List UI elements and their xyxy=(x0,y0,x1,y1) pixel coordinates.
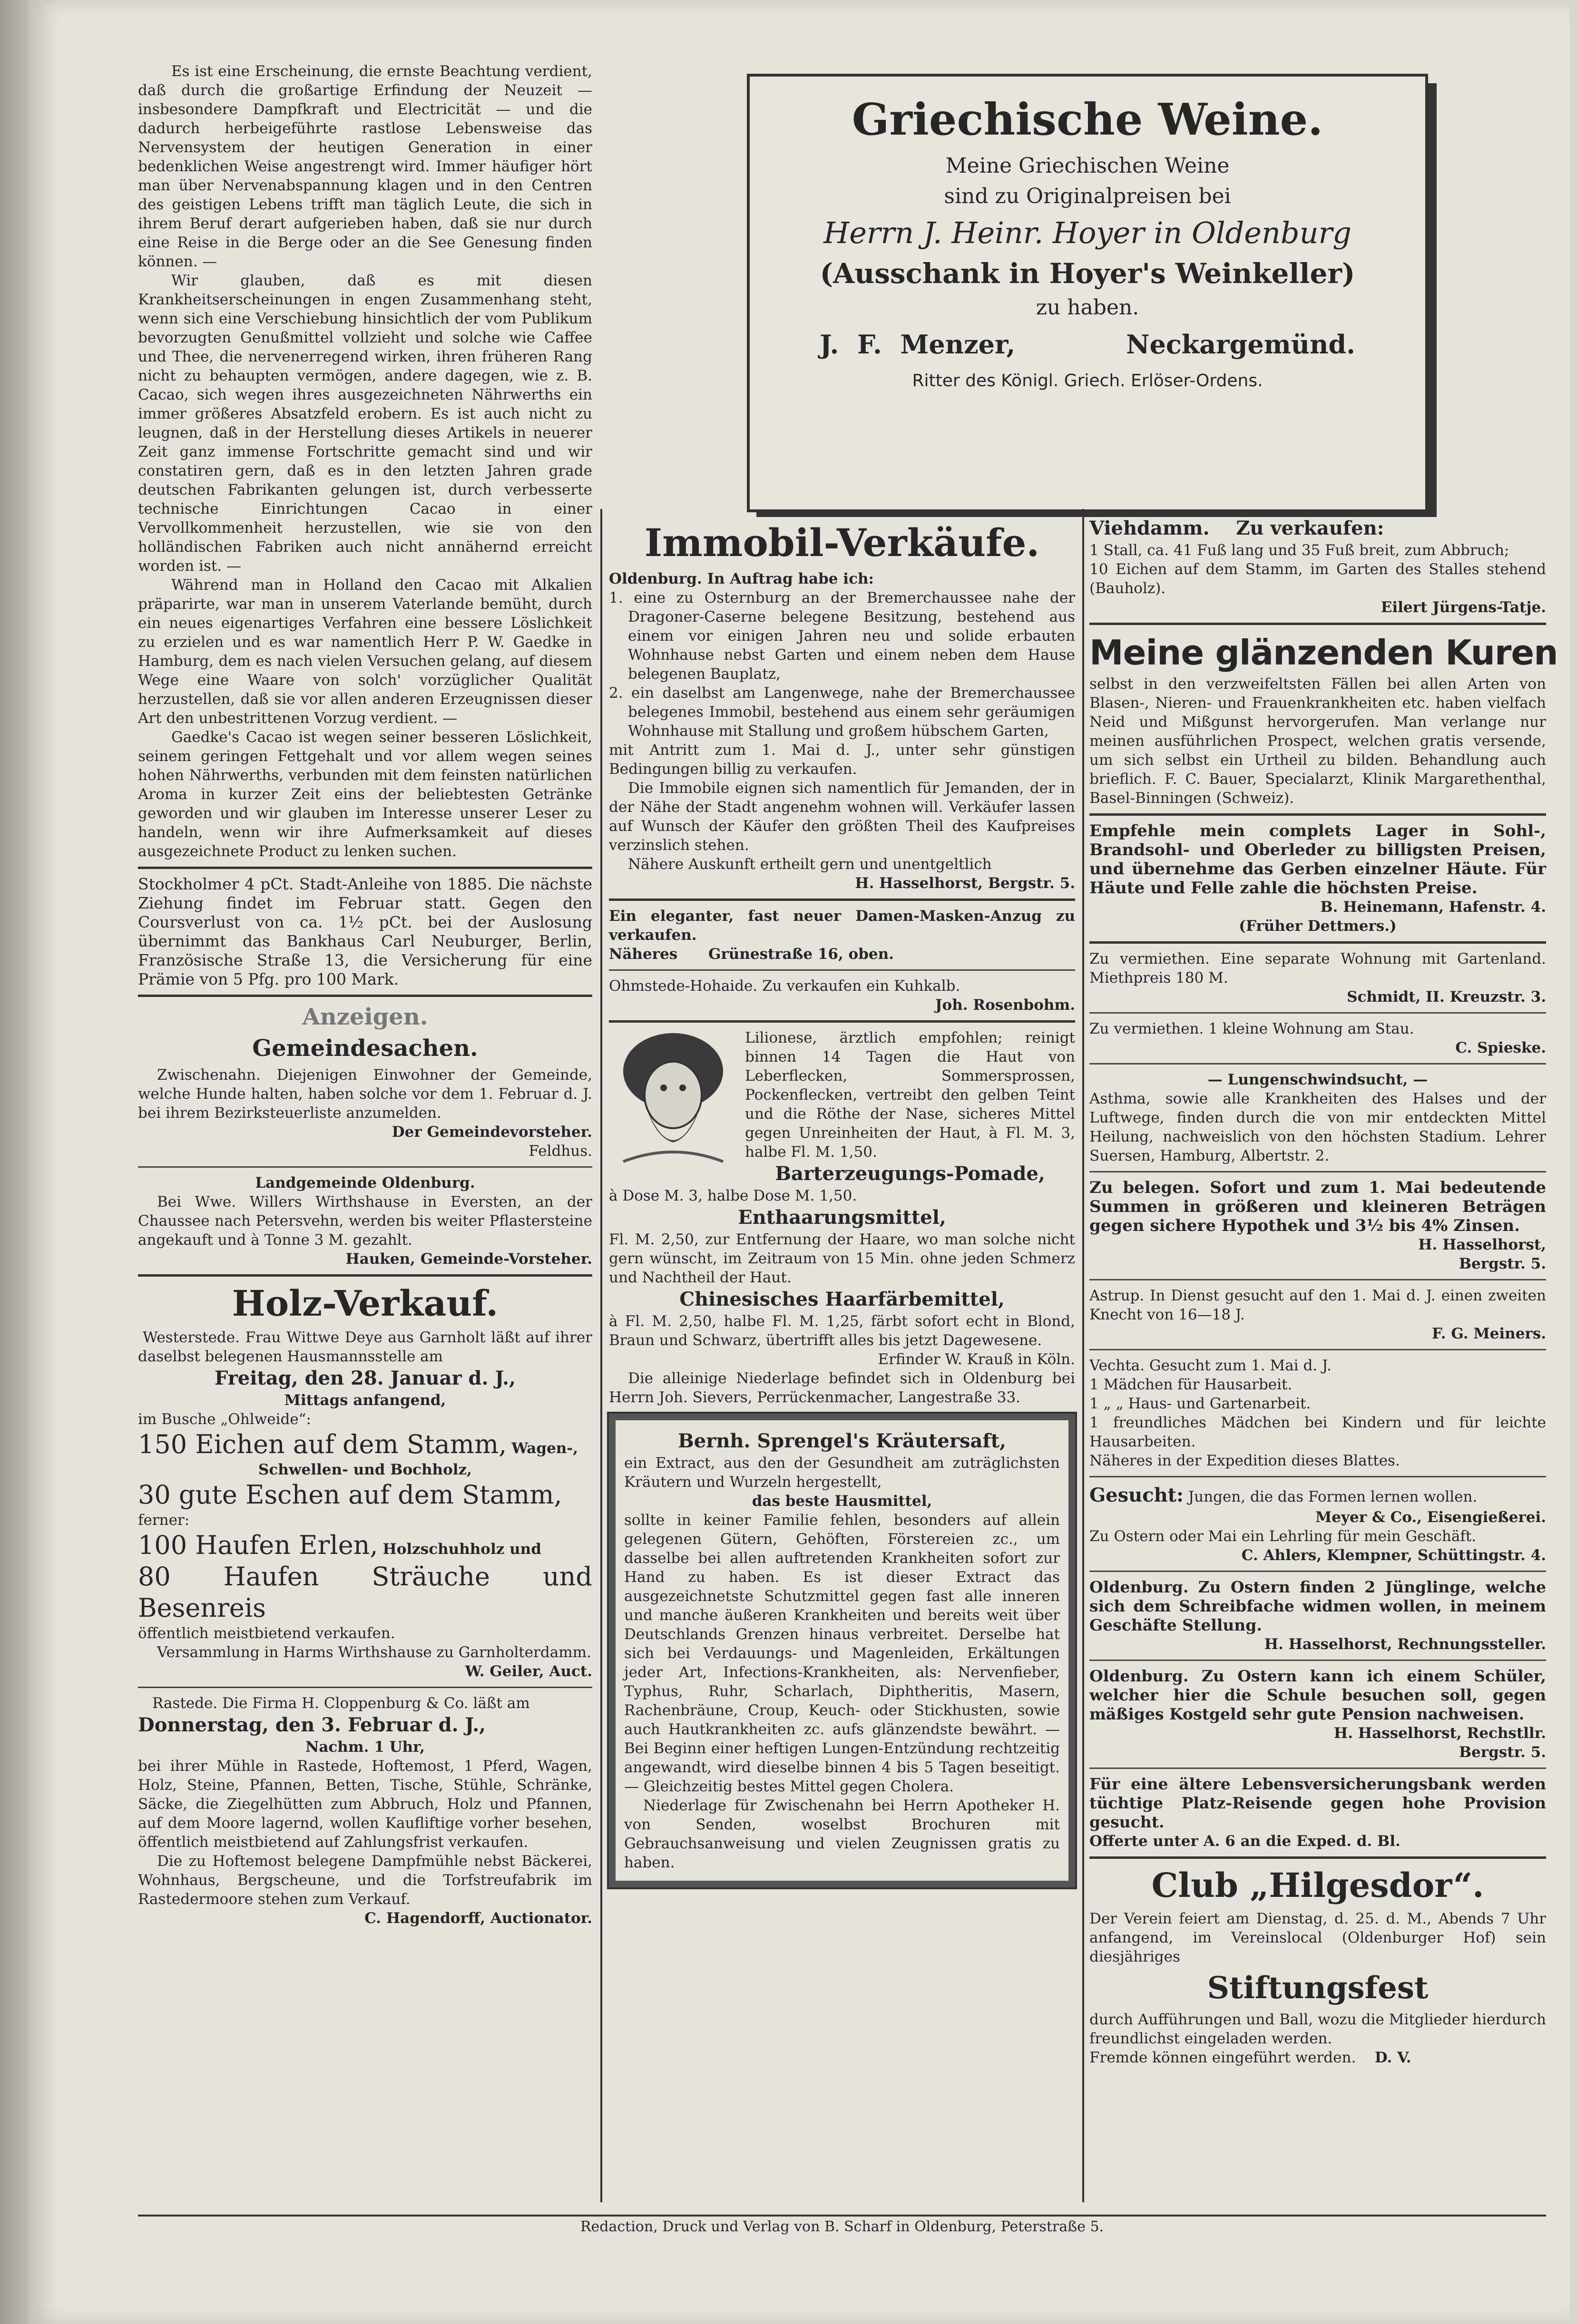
immobil-intro: Oldenburg. In Auftrag habe ich: xyxy=(609,570,874,587)
ohmstede-ad: Ohmstede-Hohaide. Zu verkaufen ein Kuhkalb. xyxy=(609,977,960,995)
gesucht-signature: Meyer & Co., Eisengießerei. xyxy=(1315,1509,1546,1526)
divider xyxy=(1089,1171,1546,1172)
astrup-signature: F. G. Meiners. xyxy=(1431,1325,1546,1342)
holz-item: ferner: xyxy=(138,1512,190,1529)
divider xyxy=(1089,1349,1546,1350)
divider xyxy=(1089,813,1546,816)
column-2 xyxy=(609,516,1075,1894)
versicherung-offer: Offerte unter A. 6 an die Exped. d. Bl. xyxy=(1089,1833,1401,1850)
leder-signature-note: (Früher Dettmers.) xyxy=(1239,918,1397,935)
oldenburg-ad: Oldenburg. Zu Ostern kann ich einem Schüler, welcher hier die Schule besuchen soll, gegen mäßiges Kostgeld sehr gute Pension nachweisen. xyxy=(1089,1667,1546,1723)
holz-item: Versammlung in Harms Wirthshause zu Garnholterdamm. xyxy=(157,1644,591,1661)
gemeinde-heading: Gemeindesachen. xyxy=(252,1035,478,1062)
column-3 xyxy=(1089,516,1558,2067)
rastede-date: Donnerstag, den 3. Februar d. J., xyxy=(138,1714,486,1736)
sprengel-highlight: das beste Hausmittel, xyxy=(752,1493,932,1510)
holz-item: 100 Haufen Erlen, Holzschuhholz und xyxy=(138,1530,541,1560)
gemeinde-signature: Der Gemeindevorsteher. xyxy=(392,1123,592,1141)
holz-item: 150 Eichen auf dem Stamm, Wagen-, xyxy=(138,1429,578,1459)
club-text: durch Aufführungen und Ball, wozu die Mitglieder hierdurch freundlichst eingeladen werden. xyxy=(1089,2011,1546,2047)
rastede-time: Nachm. 1 Uhr, xyxy=(305,1738,425,1756)
landgemeinde-heading: Landgemeinde Oldenburg. xyxy=(255,1174,475,1191)
divider xyxy=(138,1687,592,1688)
gemeinde-text: Zwischenahn. Diejenigen Einwohner der Gemeinde, welche Hunde halten, haben solche vor dem 1. Februar d. J. bei ihrem Bezirksteuerliste anzumelden. xyxy=(138,1066,592,1122)
divider xyxy=(1089,1571,1546,1572)
wine-line: sind zu Originalpreisen bei xyxy=(944,184,1231,208)
divider xyxy=(1089,1767,1546,1769)
geld-signature: Bergstr. 5. xyxy=(1459,1255,1546,1272)
divider xyxy=(1089,1856,1546,1859)
article-paragraph: Wir glauben, daß es mit diesen Krankheitserscheinungen in engen Zusammenhang steht, wenn sich eine Verschiebung hinsichtlich der vom Publikum bevorzugten Genußmittel vollzieht und solche wie Caffee und Thee, die nervenerregend wirken, ihren früheren Rang nicht zu behaupten vermögen, andere dagegen, wie z. B. Cacao, sich wegen ihres ausgezeichneten Nährwerths ein immer größeres Absatzfeld erobern. Es ist auch nicht zu leugnen, daß in der Herstellung dieses Artikels in neuerer Zeit ganz immense Fortschritte gemacht sind und wir constatiren gern, daß es in den letzten Jahren grade deutschen Fabrikanten gelungen ist, durch verbesserte technische Einrichtungen Cacao in einer Vervollkommenheit herzustellen, wie sie von den holländischen Fabriken auch nicht annähernd erreicht worden ist. — xyxy=(138,272,592,575)
divider xyxy=(138,1274,592,1277)
divider xyxy=(138,1166,592,1168)
kuren-text: selbst in den verzweifeltsten Fällen bei allen Arten von Blasen-, Nieren- und Frauenkrankheiten etc. haben vielfach Neid und Mißgunst hervorgerufen. Man verlange nur meinen ausführlichen Prospect, welchen gratis versende, um sich selbst ein Urtheil zu bilden. Behandlung auch brieflich. F. C. Bauer, Specialarzt, Klinik Margarethenthal, Basel-Binningen (Schweiz). xyxy=(1089,675,1546,807)
sprengel-text: ein Extract, aus den der Gesundheit am zuträglichsten Kräutern und Wurzeln hergestellt, xyxy=(624,1455,1060,1491)
divider xyxy=(1089,1660,1546,1661)
vechta-ad: Vechta. Gesucht zum 1. Mai d. J. xyxy=(1089,1357,1332,1374)
sprengel-advertisement xyxy=(609,1414,1075,1887)
wine-line: Ritter des Königl. Griech. Erlöser-Ordens. xyxy=(912,371,1263,391)
vermiethen-ad: Zu vermiethen. 1 kleine Wohnung am Stau. xyxy=(1089,1020,1414,1037)
astrup-ad: Astrup. In Dienst gesucht auf den 1. Mai d. J. einen zweiten Knecht von 16—18 J. xyxy=(1089,1287,1546,1323)
vermiethen-signature: Schmidt, II. Kreuzstr. 3. xyxy=(1347,988,1546,1006)
bearded-man-portrait xyxy=(609,1028,737,1171)
divider xyxy=(1089,1279,1546,1280)
landgemeinde-text: Bei Wwe. Willers Wirthshause in Eversten, an der Chaussee nach Petersvehn, werden bis weiter Pflastersteine angekauft und à Tonne 3 M. gezahlt. xyxy=(138,1193,592,1249)
divider xyxy=(1089,623,1546,625)
haarfaerbe-text: à Fl. M. 2,50, halbe Fl. M. 1,25, färbt sofort echt in Blond, Braun und Schwarz, übertrifft alles bis jetzt Dagewesene. xyxy=(609,1313,1075,1349)
landgemeinde-signature: Hauken, Gemeinde-Vorsteher. xyxy=(345,1250,592,1268)
holz-time: Mittags anfangend, xyxy=(284,1392,446,1409)
oldenburg-signature: H. Hasselhorst, Rechstllr. xyxy=(1333,1725,1546,1742)
oldenburg-signature: Bergstr. 5. xyxy=(1459,1744,1546,1761)
column-rule xyxy=(600,509,602,2202)
sprengel-title: Bernh. Sprengel's Kräutersaft, xyxy=(678,1430,1006,1452)
wine-line: Herrn J. Heinr. Hoyer in Oldenburg xyxy=(823,215,1352,250)
rastede-text: Rastede. Die Firma H. Cloppenburg & Co. läßt am xyxy=(152,1695,530,1712)
club-text: Der Verein feiert am Dienstag, d. 25. d. M., Abends 7 Uhr anfangend, im Vereinslocal (Oldenburger Hof) sein diesjähriges xyxy=(1089,1910,1546,1965)
divider xyxy=(1089,941,1546,944)
club-fest: Stiftungsfest xyxy=(1207,1970,1429,2006)
lehrling-signature: C. Ahlers, Klempner, Schüttingstr. 4. xyxy=(1241,1547,1546,1564)
vechta-item: 1 freundliches Mädchen bei Kindern und für leichte Hausarbeiten. xyxy=(1089,1414,1546,1450)
divider xyxy=(138,867,592,869)
rastede-signature: C. Hagendorff, Auctionator. xyxy=(364,1910,592,1927)
lehrling-ad: Zu Ostern oder Mai ein Lehrling für mein Geschäft. xyxy=(1089,1528,1477,1545)
immobil-text: Nähere Auskunft ertheilt gern und unentgeltlich xyxy=(628,856,992,873)
erfinder: Erfinder W. Krauß in Köln. xyxy=(878,1351,1075,1368)
enthaarung-text: Fl. M. 2,50, zur Entfernung der Haare, wo man solche nicht gern wünscht, im Zeitraum von 15 Min. ohne jeden Schmerz und Nachtheil der Haut. xyxy=(609,1231,1075,1286)
stockholm-notice: Stockholmer 4 pCt. Stadt-Anleihe von 1885. Die nächste Ziehung findet im Februar statt. Gegen den Coursverlust von ca. 1½ pCt. bei der Auslosung übernimmt das Bankhaus Carl Neuburger, Berlin, Französische Straße 13, die Versicherung für eine Prämie von 5 Pfg. pro 100 Mark. xyxy=(138,875,592,988)
holz-item: 30 gute Eschen auf dem Stamm, xyxy=(138,1480,562,1510)
article-paragraph: Es ist eine Erscheinung, die ernste Beachtung verdient, daß durch die großartige Erfindung der Neuzeit — insbesondere Dampfkraft und Electricität — und die dadurch herbeigeführte rastlose Lebensweise das Nervensystem der heutigen Generation in einer bedenklichen Weise angestrengt wird. Immer häufiger hört man über Nervenabspannung klagen und in den Centren des geistigen Lebens trifft man täglich Leute, die sich in ihrem Beruf derart aufgerieben haben, daß sie nur durch eine Reise in die Berge oder an die See Genesung finden können. — xyxy=(138,63,592,270)
versicherung-ad: Für eine ältere Lebensversicherungsbank werden tüchtige Platz-Reisende gegen hohe Provision gesucht. xyxy=(1089,1775,1546,1831)
haarfaerbe-heading: Chinesisches Haarfärbemittel, xyxy=(679,1288,1005,1310)
pomade-price: à Dose M. 3, halbe Dose M. 1,50. xyxy=(609,1187,857,1204)
rastede-text: bei ihrer Mühle in Rastede, Hoftemost, 1 Pferd, Wagen, Holz, Steine, Pfannen, Betten, Tische, Stühle, Schränke, Säcke, die Ziegelhütten zum Abbruch, Holz und Pfannen, auf dem Moore lagernd, wollen Kaufliftige vorher besehen, öffentlich meistbietend auf Zahlungsfrist verkaufen. xyxy=(138,1758,592,1851)
immobil-text: mit Antritt zum 1. Mai d. J., unter sehr günstigen Bedingungen billig zu verkaufen. xyxy=(609,742,1075,778)
geld-ad: Zu belegen. Sofort und zum 1. Mai bedeutende Summen in größeren und kleineren Beträgen gegen sichere Hypothek und 3½ bis 4% Zinsen. xyxy=(1089,1178,1546,1235)
holz-item: Schwellen- und Bochholz, xyxy=(258,1461,472,1478)
wine-line: (Ausschank in Hoyer's Weinkeller) xyxy=(820,257,1355,290)
immobil-heading: Immobil-Verkäufe. xyxy=(644,520,1040,565)
wine-advertisement xyxy=(747,74,1428,512)
immobil-signature: H. Hasselhorst, Bergstr. 5. xyxy=(855,875,1075,892)
viehdamm-item: 1 Stall, ca. 41 Fuß lang und 35 Fuß breit, zum Abbruch; xyxy=(1089,542,1509,559)
holz-date: Freitag, den 28. Januar d. J., xyxy=(215,1367,516,1389)
divider xyxy=(1089,1476,1546,1477)
wine-signature: J. F. Menzer, Neckargemünd. xyxy=(820,329,1355,360)
divider xyxy=(609,1020,1075,1023)
gesucht-ad: Gesucht: Jungen, die das Formen lernen wollen. xyxy=(1089,1484,1478,1506)
enthaarung-heading: Enthaarungsmittel, xyxy=(738,1206,946,1229)
immobil-item: 1. eine zu Osternburg an der Bremerchaussee nahe der Dragoner-Caserne belegene Besitzung, bestehend aus einem vor einigen Jahren neu und solide erbauten Wohnhause nebst Garten und einem neben dem Hause belegenen Bauplatz, xyxy=(609,589,1075,683)
column-rule xyxy=(1082,509,1084,2202)
lunge-heading: — Lungenschwindsucht, — xyxy=(1207,1071,1428,1088)
divider xyxy=(1089,1012,1546,1014)
masken-ad: Ein eleganter, fast neuer Damen-Masken-Anzug zu verkaufen. xyxy=(609,908,1075,944)
lilionese-ad: Lilionese, ärztlich empfohlen; reinigt binnen 14 Tagen die Haut von Leberflecken, Sommersprossen, Pockenflecken, vertreibt den gelben Teint und die Röthe der Nase, sicheres Mittel gegen Unreinheiten der Haut, à Fl. M. 3, halbe Fl. M. 1,50. xyxy=(745,1029,1075,1161)
club-heading: Club „Hilgesdor“. xyxy=(1151,1865,1484,1905)
vermiethen-signature: C. Spieske. xyxy=(1455,1039,1546,1056)
pomade-heading: Barterzeugungs-Pomade, xyxy=(775,1162,1045,1185)
rastede-text: Die zu Hoftemost belegene Dampfmühle nebst Bäckerei, Wohnhaus, Bergscheune, und die Torfstreufabrik im Rastedermoore stehen zum Verkauf. xyxy=(138,1853,592,1908)
divider xyxy=(609,898,1075,901)
sprengel-text: sollte in keiner Familie fehlen, besonders auf allein gelegenen Gütern, Gehöften, Förstereien zc., um dasselbe bei allen auftretenden Krankheiten sofort zur Hand zu haben. Es ist dieser Extract das ausgezeichnetste Schutzmittel gegen fast alle inneren und manche äußeren Krankheiten und bereits weit über Deutschlands Grenzen hinaus verbreitet. Derselbe hat sich bei Verdauungs- und Magenleiden, Erkältungen jeder Art, Infections-Krankheiten, als: Nervenfieber, Typhus, Ruhr, Scharlach, Diphtheritis, Masern, Rachenbräune, Croup, Keuch- oder Stickhusten, sowie auch Hautkrankheiten zc. aufs glänzendste bewährt. — Bei Beginn einer heftigen Lungen-Entzündung rechtzeitig angewandt, wird dieselbe binnen 4 bis 5 Tagen beseitigt. — Gleichzeitig bestes Mittel gegen Cholera. xyxy=(624,1512,1060,1795)
lunge-text: Asthma, sowie alle Krankheiten des Halses und der Luftwege, finden durch die von mir entdeckten Mittel Heilung, nachweislich von den höchsten Stadium. Lehrer Suersen, Hamburg, Albertstr. 2. xyxy=(1089,1090,1546,1164)
divider xyxy=(1089,1063,1546,1064)
oldenburg-signature: H. Hasselhorst, Rechnungssteller. xyxy=(1264,1636,1546,1653)
leder-signature: B. Heinemann, Hafenstr. 4. xyxy=(1320,898,1546,916)
vechta-item: Näheres in der Expedition dieses Blattes. xyxy=(1089,1452,1400,1469)
club-text: Fremde können eingeführt werden. D. V. xyxy=(1089,2049,1411,2066)
wine-title: Griechische Weine. xyxy=(852,94,1323,145)
imprint-footer: Redaction, Druck und Verlag von B. Scharf in Oldenburg, Peterstraße 5. xyxy=(138,2215,1546,2235)
column-1 xyxy=(138,62,592,1928)
masken-addr: Näheres Grünestraße 16, oben. xyxy=(609,946,894,963)
holz-place: im Busche „Ohlweide“: xyxy=(138,1411,311,1428)
ohmstede-signature: Joh. Rosenbohm. xyxy=(935,996,1075,1014)
holz-signature: W. Geiler, Auct. xyxy=(465,1663,592,1680)
immobil-item: 2. ein daselbst am Langenwege, nahe der Bremerchaussee belegenes Immobil, bestehend aus einem sehr geräumigen Wohnhause mit Stallung und großem hübschem Garten, xyxy=(609,684,1075,740)
divider xyxy=(609,969,1075,971)
viehdamm-item: 10 Eichen auf dem Stamm, im Garten des Stalles stehend (Bauholz). xyxy=(1089,561,1546,597)
wine-line: Meine Griechischen Weine xyxy=(945,154,1230,178)
anzeigen-heading: Anzeigen. xyxy=(302,1004,428,1030)
immobil-text: Die Immobile eignen sich namentlich für Jemanden, der in der Nähe der Stadt angenehm wohnen will. Verkäufer lassen auf Wunsch der Käufer den größten Theil des Kaufpreises verzinslich stehen. xyxy=(609,780,1075,854)
oldenburg-ad: Oldenburg. Zu Ostern finden 2 Jünglinge, welche sich dem Schreibfache widmen wollen, in meinem Geschäfte Stellung. xyxy=(1089,1578,1546,1634)
vermiethen-ad: Zu vermiethen. Eine separate Wohnung mit Gartenland. Miethpreis 180 M. xyxy=(1089,950,1546,986)
holz-intro: Westerstede. Frau Wittwe Deye aus Garnholt läßt auf ihrer daselbst belegenen Hausmannsstelle am xyxy=(138,1329,592,1365)
holz-item: öffentlich meistbietend verkaufen. xyxy=(138,1625,395,1642)
niederlage: Die alleinige Niederlage befindet sich in Oldenburg bei Herrn Joh. Sievers, Perrückenmacher, Langestraße 33. xyxy=(609,1370,1075,1406)
viehdamm-signature: Eilert Jürgens-Tatje. xyxy=(1381,599,1546,616)
article-paragraph: Während man in Holland den Cacao mit Alkalien präparirte, war man in unserem Vaterlande bemüht, durch ein neues eigenartiges Verfahren eine bessere Löslichkeit zu erzielen und es war namentlich Herr P. W. Gaedke in Hamburg, dem es nach vielen Versuchen gelang, auf diesem Wege eine Waare von solch' vorzüglicher Qualität herzustellen, daß sie vor allen anderen Erzeugnissen dieser Art den unbestrittenen Vorzug verdient. — xyxy=(138,576,592,727)
geld-signature: H. Hasselhorst, xyxy=(1418,1236,1546,1253)
vechta-item: 1 Mädchen für Hausarbeit. xyxy=(1089,1376,1293,1393)
gemeinde-signature-name: Feldhus. xyxy=(529,1142,592,1160)
sprengel-text: Niederlage für Zwischenahn bei Herrn Apotheker H. von Senden, woselbst Brochuren mit Gebrauchsanweisung und vielen Zeugnissen gratis zu haben. xyxy=(624,1797,1060,1871)
holz-heading: Holz-Verkauf. xyxy=(232,1283,499,1324)
wine-line: zu haben. xyxy=(1036,295,1139,320)
viehdamm-heading: Viehdamm. Zu verkaufen: xyxy=(1089,517,1384,539)
divider xyxy=(138,995,592,997)
vechta-item: 1 „ „ Haus- und Gartenarbeit. xyxy=(1089,1395,1311,1412)
kuren-heading: Meine glänzenden Kuren xyxy=(1089,633,1558,673)
article-paragraph: Gaedke's Cacao ist wegen seiner besseren Löslichkeit, seinem geringen Fettgehalt und vor allem wegen seines hohen Nährwerths, verbunden mit dem feinsten natürlichen Aroma in kurzer Zeit eins der beliebtesten Getränke geworden und wir glauben im Interesse unserer Leser zu handeln, wenn wir ihre Aufmerksamkeit auf dieses ausgezeichnete Product zu lenken suchen. xyxy=(138,729,592,860)
holz-item: 80 Haufen Sträuche und Besenreis xyxy=(138,1562,592,1623)
leder-ad: Empfehle mein complets Lager in Sohl-, Brandsohl- und Oberleder zu billigsten Preisen, und übernehme das Gerben einzelner Häute. Für Häute und Felle zahle die höchsten Preise. xyxy=(1089,821,1546,898)
